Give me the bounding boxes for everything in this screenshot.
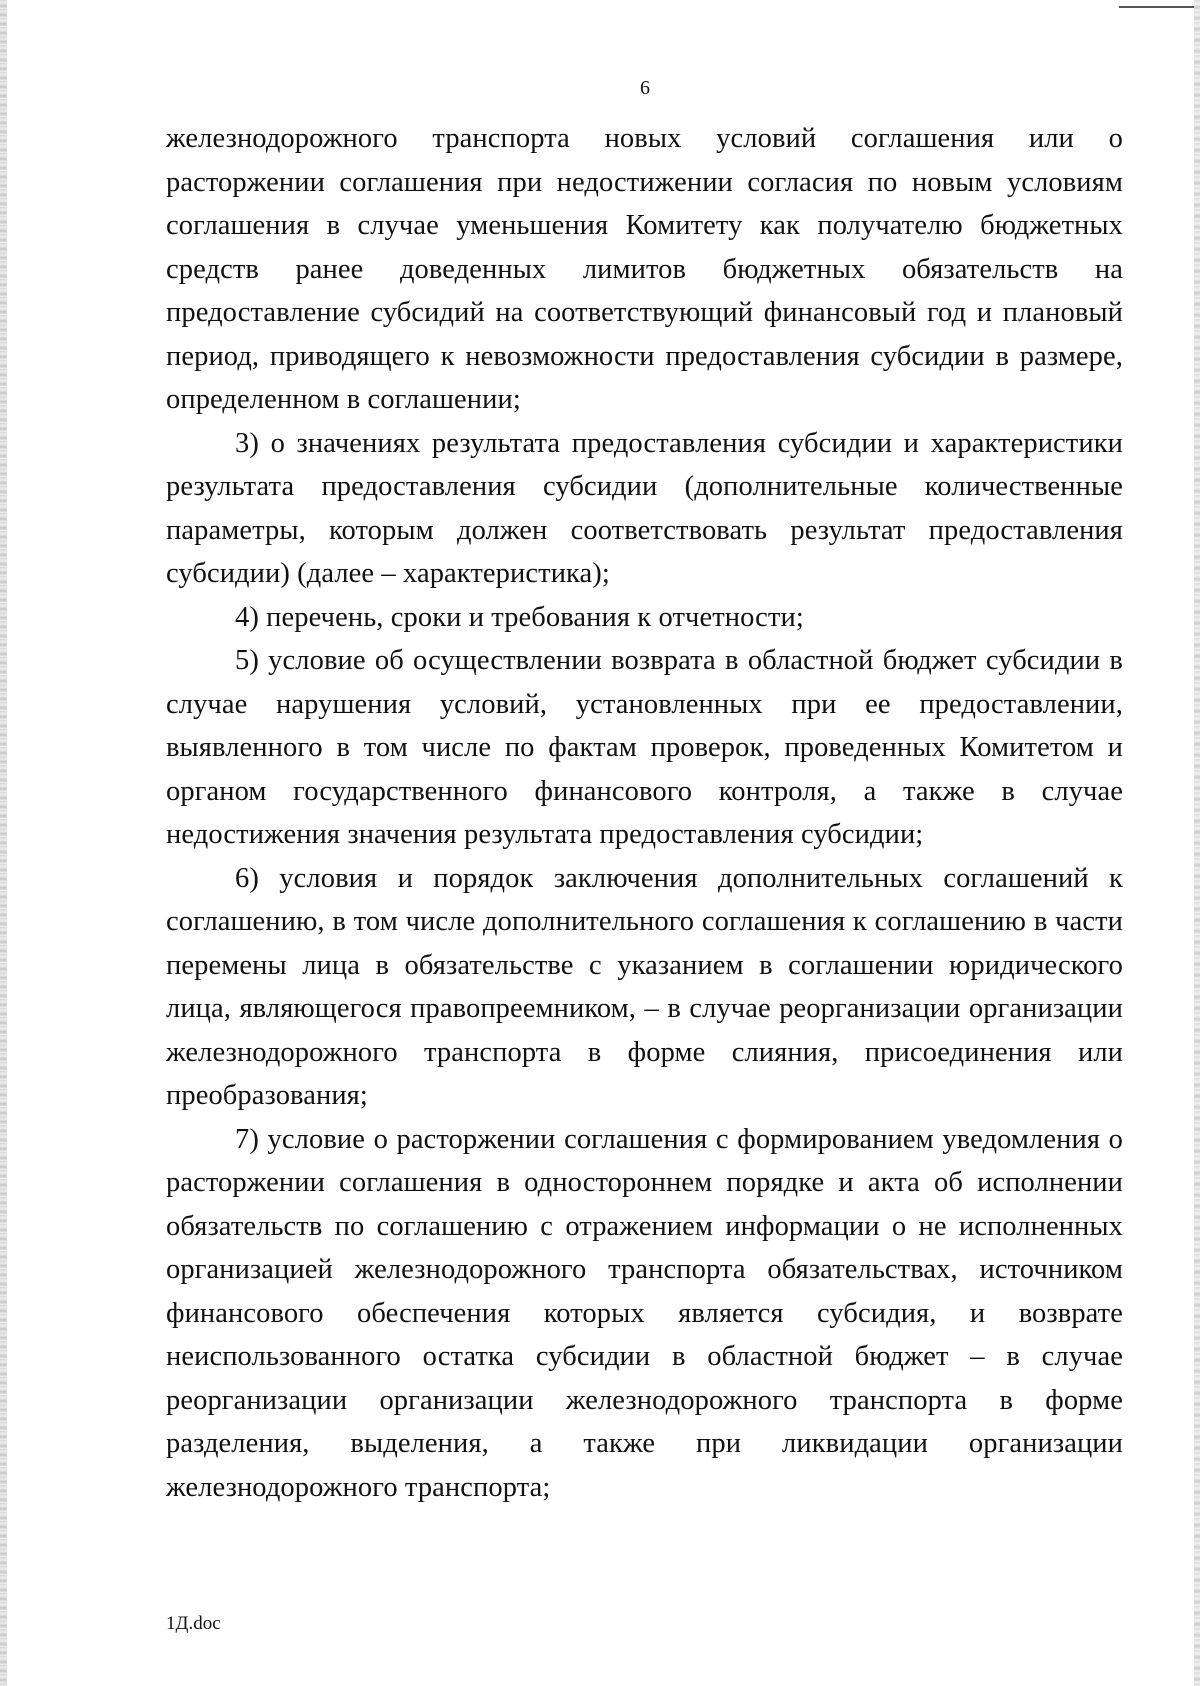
paragraph-item-4: 4) перечень, сроки и требования к отчетности; <box>235 601 804 633</box>
paragraph-item-7: 7) условие о расторжении соглашения с формированием уведомления о расторжении соглашения в одностороннем порядке и акта об исполнении обязательств по соглашению с отражением информации о не исполненных организацией железнодорожного транспорта обязательствах, источником финансового обеспечения которых является субсидия, и возврате неиспользованного остатка субсидии в областной бюджет – в случае реорганизации организации железнодорожного транспорта в форме разделения, выделения, а также при ликвидации организации железнодорожного транспорта; <box>166 1123 1123 1503</box>
paragraph-item-6: 6) условия и порядок заключения дополнительных соглашений к соглашению, в том числе дополнительного соглашения к соглашению в части перемены лица в обязательстве с указанием в соглашении юридического лица, являющегося правопреемником, – в случае реорганизации организации железнодорожного транспорта в форме слияния, присоединения или преобразования; <box>166 862 1123 1111</box>
paragraph-continuation: железнодорожного транспорта новых условий соглашения или о расторжении соглашения при недостижении согласия по новым условиям соглашения в случае уменьшения Комитету как получателю бюджетных средств ранее доведенных лимитов бюджетных обязательств на предоставление субсидий на соответствующий финансовый год и плановый период, приводящего к невозможности предоставления субсидии в размере, определенном в соглашении; <box>166 123 1123 415</box>
scan-edge-left <box>0 0 7 1686</box>
document-body <box>166 117 1123 1509</box>
footer-filename: 1Д.doc <box>166 1613 221 1634</box>
scan-edge-right <box>1194 0 1200 1686</box>
page-number: 6 <box>640 77 650 99</box>
paragraph-item-5: 5) условие об осуществлении возврата в областной бюджет субсидии в случае нарушения условий, установленных при ее предоставлении, выявленного в том числе по фактам проверок, проведенных Комитетом и органом государственного финансового контроля, а также в случае недостижения значения результата предоставления субсидии; <box>166 645 1123 850</box>
paragraph-item-3: 3) о значениях результата предоставления субсидии и характеристики результата предоставления субсидии (дополнительные количественные параметры, которым должен соответствовать результат предоставления субсидии) (далее – характеристика); <box>166 427 1123 589</box>
scan-corner-line <box>1119 6 1194 8</box>
